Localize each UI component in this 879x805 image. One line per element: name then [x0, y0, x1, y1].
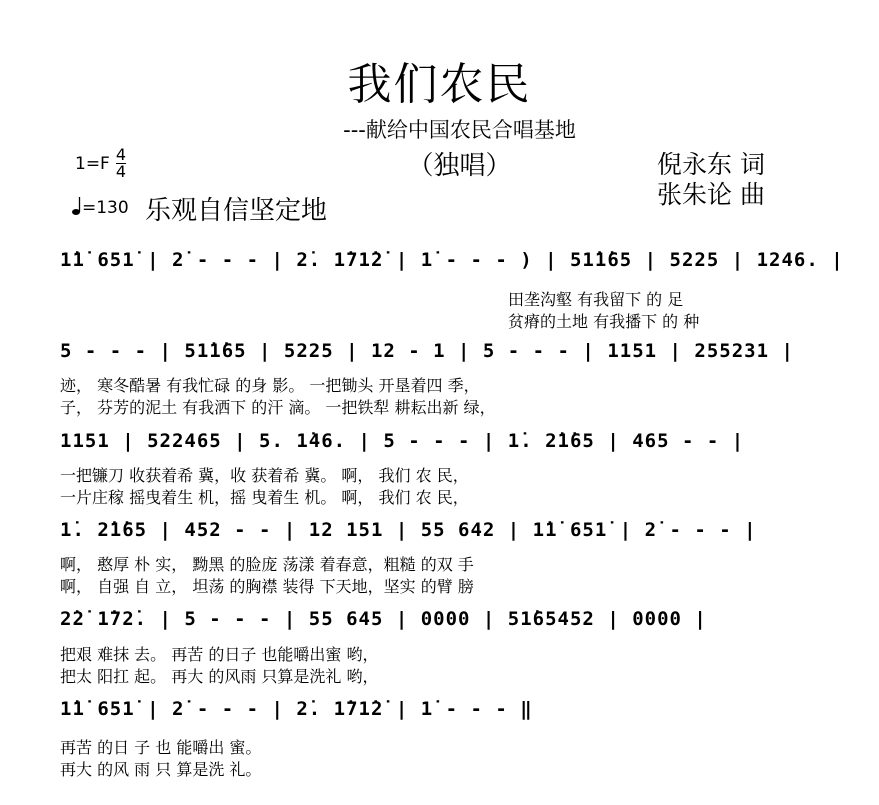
lyrics-line-1-verse-2: 贫瘠的土地 有我播下 的 种 — [508, 312, 700, 331]
notation-line-4: 1̇. 2̇1̇65 | 452 - - | 12 151 | 55 642 | 1̇1̇ 651̇ | 2̇ - - - | — [60, 519, 757, 541]
lyricist-credit: 倪永东 词 — [657, 150, 765, 179]
notation-line-1: 1̇1̇ 651̇ | 2̇ - - - | 2̇. 1̇71̇2̇ | 1̇ - - - ) | 51̇1̇65 | 5225 | 1246. | — [60, 249, 844, 271]
composer-credit: 张朱论 曲 — [657, 180, 765, 209]
notation-line-6: 1̇1̇ 651̇ | 2̇ - - - | 2̇. 1̇71̇2̇ | 1̇ - - - ‖ — [60, 698, 533, 720]
expression-marking: 乐观自信坚定地 — [145, 196, 328, 226]
performance-type: （独唱） — [407, 151, 512, 181]
song-subtitle: ---献给中国农民合唱基地 — [343, 118, 576, 142]
lyrics-line-5-verse-2: 把太 阳扛 起。 再大 的风雨 只算是洗礼 哟， — [60, 667, 379, 686]
lyrics-line-3-verse-2: 一片庄稼 摇曳着生 机，摇 曳着生 机。 啊， 我们 农 民， — [60, 488, 469, 507]
lyrics-line-6-verse-1: 再苦 的日 子 也 能嚼出 蜜。 — [60, 738, 262, 757]
tempo-value: =130 — [82, 198, 129, 218]
lyrics-line-5-verse-1: 把艰 难抹 去。 再苦 的日子 也能嚼出蜜 哟， — [60, 645, 379, 664]
song-title: 我们农民 — [347, 59, 532, 110]
notation-line-3: 1151 | 522465 | 5. 1̇46. | 5 - - - | 1̇. 2̇1̇65 | 465 - - | — [60, 430, 745, 452]
lyrics-line-4-verse-1: 啊， 憨厚 朴 实， 黝黑 的脸庞 荡漾 着春意，粗糙 的双 手 — [60, 555, 474, 574]
quarter-note-icon — [72, 196, 82, 216]
time-denominator: 4 — [115, 162, 127, 181]
lyrics-line-2-verse-1: 迹， 寒冬酷暑 有我忙碌 的身 影。 一把锄头 开垦着四 季， — [60, 376, 480, 395]
tempo-marking — [72, 196, 129, 218]
key-label: 1=F — [75, 153, 110, 174]
lyrics-line-2-verse-2: 子， 芬芳的泥土 有我洒下 的汗 滴。 一把铁犁 耕耘出新 绿， — [60, 398, 496, 417]
lyrics-line-6-verse-2: 再大 的风 雨 只 算是洗 礼。 — [60, 760, 262, 779]
lyrics-line-3-verse-1: 一把镰刀 收获着希 冀，收 获着希 冀。 啊， 我们 农 民， — [60, 466, 469, 485]
lyrics-line-1-verse-1: 田垄沟壑 有我留下 的 足 — [508, 290, 684, 309]
key-signature — [75, 147, 126, 180]
time-numerator: 4 — [115, 145, 127, 164]
notation-line-2: 5 - - - | 51̇1̇65 | 5225 | 12 - 1 | 5 - - - | 1151 | 255231 | — [60, 340, 794, 362]
lyrics-line-4-verse-2: 啊， 自强 自 立， 坦荡 的胸襟 装得 下天地，坚实 的臂 膀 — [60, 577, 474, 596]
time-signature — [116, 147, 126, 180]
notation-line-5: 2̇2̇ 1̇72̇. | 5 - - - | 55 645 | 0000 | 51̇65452 | 0000 | — [60, 608, 707, 630]
